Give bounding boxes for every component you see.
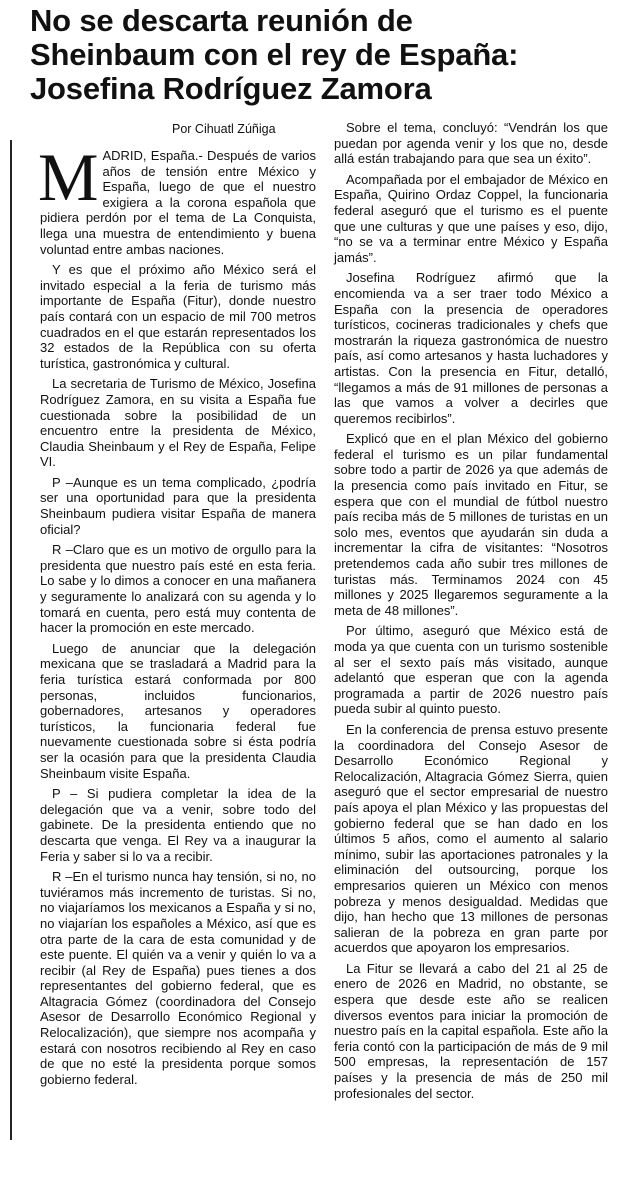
article-column-1 <box>38 139 316 1092</box>
paragraph <box>38 139 316 257</box>
headline-line-2: Sheinbaum con el rey de España: <box>30 37 519 72</box>
headline-line-1: No se descarta reunión de <box>30 3 413 38</box>
article-column-2 <box>334 120 608 1106</box>
paragraph: La secretaria de Turismo de México, Josefina Rodríguez Zamora, en su visita a España fue cuestionada sobre la posibilidad de un encuentro entre la presidenta de México, Claudia Sheinbaum y el Rey de España, Felipe VI. <box>40 376 316 470</box>
paragraph: Acompañada por el embajador de México en España, Quirino Ordaz Coppel, la funcionaria federal aseguró que el turismo es el puente que une culturas y que une países y eso, dijo, “no se va a terminar entre México y España jamás”. <box>334 171 608 265</box>
paragraph: P – Si pudiera completar la idea de la delegación que va a venir, sobre todo del gabinete. De la presidenta entiendo que no descarta que venga. El Rey va a inaugurar la Feria y saber si lo va a recibir. <box>40 786 316 864</box>
paragraph: P –Aunque es un tema complicado, ¿podría ser una oportunidad para que la presidenta Sheinbaum pudiera visitar España de manera oficial? <box>40 474 316 537</box>
paragraph-text: ADRID, España.- Después de varios años de tensión entre México y España, luego de que el nuestro exigiera a la corona española que pidiera perdón por el tema de La Conquista, llega una muestra de entendimiento y buena voluntad entre ambas naciones. <box>40 148 316 257</box>
paragraph: Explicó que en el plan México del gobierno federal el turismo es un pilar fundamental sobre todo a partir de 2026 ya que además de la presencia como país invitado en Fitur, se espera que con el mundial de fútbol nuestro país reciba más de 5 millones de turistas en un solo mes, eventos que ayudarán sin duda a incrementar la cifra de visitantes: “Nosotros pretendemos cada año subir tres millones de turistas más. Terminamos 2024 con 45 millones y 2025 llegaremos seguramente a la meta de 48 millones”. <box>334 431 608 618</box>
left-margin-rule <box>10 140 12 1140</box>
paragraph: Josefina Rodríguez afirmó que la encomienda va a ser traer todo México a España con la presencia de operadores turísticos, cocineras tradicionales y chefs que mostrarán la riqueza gastronómica de nuestro país, así como artesanos y hasta luchadores y artistas. Con la presencia en Fitur, detalló, “llegamos a más de 91 millones de personas a las que vamos a volver a decirles que queremos recibirlos”. <box>334 270 608 426</box>
drop-cap: M <box>38 139 99 215</box>
paragraph: R –Claro que es un motivo de orgullo para la presidenta que nuestro país esté en esta feria. Lo sabe y lo dimos a conocer en una mañanera y seguramente lo analizará con su agenda y lo tomará en cuenta, pero está muy contenta de hacer la promoción en este mercado. <box>40 542 316 636</box>
paragraph: Y es que el próximo año México será el invitado especial a la feria de turismo más importante de España (Fitur), donde nuestro país contará con un espacio de mil 700 metros cuadrados en el que estarán representados los 32 estados de la República con su oferta turística, gastronómica y cultural. <box>40 262 316 371</box>
paragraph: Luego de anunciar que la delegación mexicana que se trasladará a Madrid para la feria turística estará conformada por 800 personas, incluidos funcionarios, gobernadores, artesanos y operadores turísticos, la funcionaria federal fue nuevamente cuestionada sobre si ésta podría ser la ocasión para que la presidenta Claudia Sheinbaum visite España. <box>40 640 316 781</box>
paragraph: Sobre el tema, concluyó: “Vendrán los que puedan por agenda venir y los que no, desde allá están trabajando para que sea un éxito”. <box>334 120 608 167</box>
paragraph: Por último, aseguró que México está de moda ya que cuenta con un turismo sostenible al ser el sexto país más visitado, aunque adelantó que esperan que con la agenda programada a partir de 2026 nuestro país pueda subir al quinto puesto. <box>334 623 608 717</box>
paragraph: R –En el turismo nunca hay tensión, si no, no tuviéramos más incremento de turistas. Si no, no viajaríamos los mexicanos a España y si no, no viajarían los españoles a México, así que es otra parte de la cara de esta comunidad y de este puente. El quién va a venir y quién lo va a recibir (al Rey de España) pues tienes a dos representantes del gobierno federal, que es Altagracia Gómez (coordinadora del Consejo Asesor de Desarrollo Económico Regional y Relocalización), que siempre nos acompaña y estará con nosotros recibiendo al Rey en caso de que no esté la presidenta porque somos gobierno federal. <box>40 869 316 1087</box>
paragraph: La Fitur se llevará a cabo del 21 al 25 de enero de 2026 en Madrid, no obstante, se espera que desde este año se realicen diversos eventos para iniciar la promoción de nuestro país en la capital española. Este año la feria contó con la participación de más de 9 mil 500 empresas, la representación de 157 países y la presencia de más de 250 mil profesionales del sector. <box>334 960 608 1101</box>
headline <box>30 4 610 106</box>
paragraph: En la conferencia de prensa estuvo presente la coordinadora del Consejo Asesor de Desarrollo Económico Regional y Relocalización, Altagracia Gómez Sierra, quien aseguró que el sector empresarial de nuestro país apoya el plan México y las propuestas del gobierno federal que se han dado en los últimos 5 años, como el aumento al salario mínimo, subir las aportaciones patronales y la eliminación del outsourcing, porque los empresarios quieren un México con menos pobreza y menos desigualdad. Medidas que dijo, han hecho que 13 millones de personas salieran de la pobreza en gran parte por acuerdos que apoyaron los empresarios. <box>334 721 608 956</box>
headline-line-3: Josefina Rodríguez Zamora <box>30 71 432 106</box>
byline: Por Cihuatl Zúñiga <box>172 122 276 136</box>
